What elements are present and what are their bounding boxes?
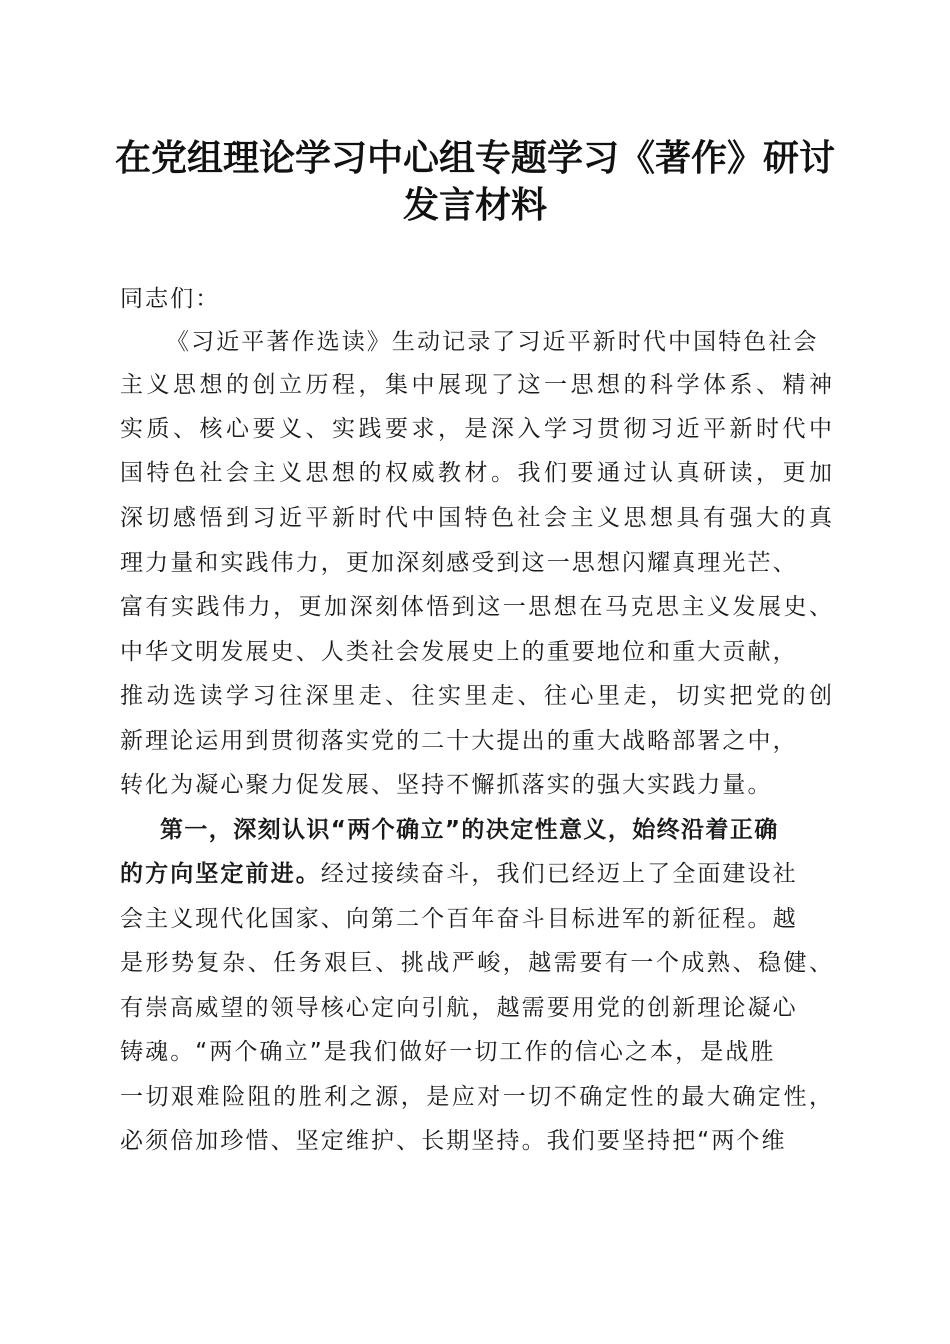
- paragraph-line: 《习近平著作选读》生动记录了习近平新时代中国特色社会: [166, 329, 819, 355]
- paragraph-line: 国特色社会主义思想的权威教材。我们要通过认真研读，更加: [120, 460, 832, 486]
- paragraph-line: 理力量和实践伟力，更加深刻感受到这一思想闪耀真理光芒、: [120, 550, 798, 576]
- paragraph-line-rest: 经过接续奋斗，我们已经迈上了全面建设社: [320, 861, 798, 887]
- paragraph-line: 会主义现代化国家、向第二个百年奋斗目标进军的新征程。越: [120, 906, 798, 932]
- paragraph-line: 新理论运用到贯彻落实党的二十大提出的重大战略部署之中，: [120, 728, 798, 754]
- paragraph-line: 实质、核心要义、实践要求，是深入学习贯彻习近平新时代中: [120, 416, 832, 442]
- paragraph-line: [120, 859, 798, 889]
- paragraph-heading: 第一，深刻认识“两个确立”的决定性意义，始终沿着正确: [160, 817, 779, 843]
- paragraph-line: 是形势复杂、任务艰巨、挑战严峻，越需要有一个成熟、稳健、: [120, 950, 832, 976]
- paragraph-line: 深切感悟到习近平新时代中国特色社会主义思想具有强大的真: [120, 505, 832, 531]
- paragraph-line: 有崇高威望的领导核心定向引航，越需要用党的创新理论凝心: [120, 995, 798, 1021]
- paragraph-line: 铸魂。“两个确立”是我们做好一切工作的信心之本，是战胜: [120, 1039, 776, 1065]
- paragraph-line: 中华文明发展史、人类社会发展史上的重要地位和重大贡献，: [120, 639, 798, 665]
- salutation: 同志们：: [120, 286, 221, 312]
- title-line-1: 在党组理论学习中心组专题学习《著作》研讨: [114, 137, 835, 179]
- paragraph-line: 转化为凝心聚力促发展、坚持不懈抓落实的强大实践力量。: [120, 772, 773, 798]
- document-title: [110, 135, 840, 229]
- paragraph-line: 一切艰难险阻的胜利之源，是应对一切不确定性的最大确定性，: [120, 1084, 832, 1110]
- paragraph-line: 推动选读学习往深里走、往实里走、往心里走，切实把党的创: [120, 683, 832, 709]
- paragraph-line: 必须倍加珍惜、坚定维护、长期坚持。我们要坚持把“两个维: [120, 1128, 787, 1154]
- title-line-2: 发言材料: [402, 184, 547, 226]
- paragraph-line: 主义思想的创立历程，集中展现了这一思想的科学体系、精神: [120, 372, 832, 398]
- paragraph-line: 富有实践伟力，更加深刻体悟到这一思想在马克思主义发展史、: [120, 594, 832, 620]
- paragraph-heading-end: 的方向坚定前进。: [120, 861, 321, 887]
